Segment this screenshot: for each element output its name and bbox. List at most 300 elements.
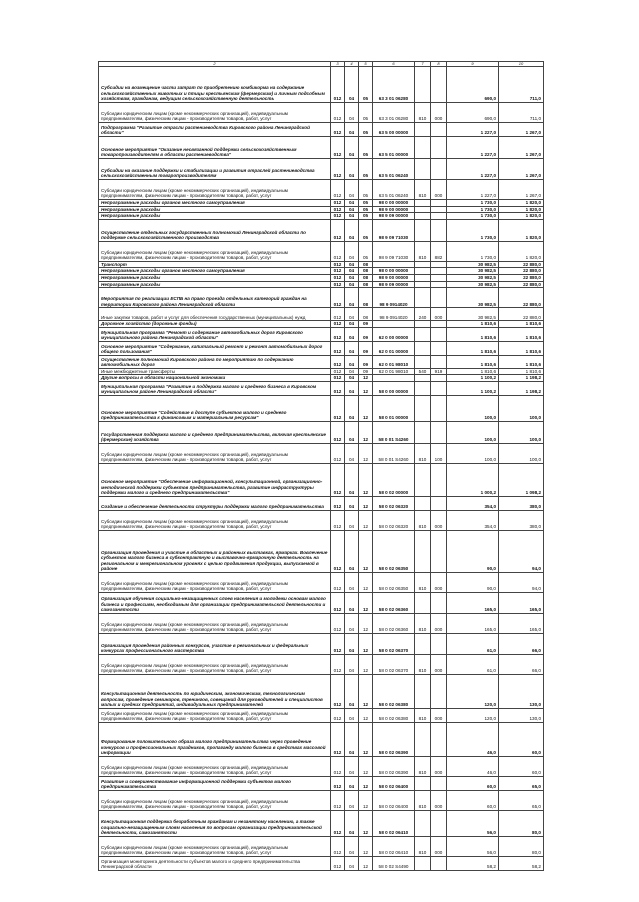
table-row <box>99 496 544 510</box>
row-ecs-code-cell: 000 <box>431 790 447 810</box>
row-subsection-cell: 05 <box>359 200 373 207</box>
row-expense-type-cell <box>415 123 431 137</box>
table-row <box>99 123 544 137</box>
row-amount-year2-cell: 1 820,0 <box>499 200 544 207</box>
row-amount-year2-cell: 65,0 <box>499 790 544 810</box>
row-ministry-code-cell: 012 <box>331 654 345 674</box>
row-section-cell: 04 <box>345 321 359 328</box>
row-section-cell: 04 <box>345 375 359 382</box>
row-expense-type-cell <box>415 274 431 281</box>
table-row <box>99 613 544 633</box>
row-amount-year1-cell: 1 000,2 <box>447 463 499 496</box>
row-section-cell: 04 <box>345 67 359 103</box>
row-section-cell: 04 <box>345 572 359 592</box>
row-target-article-cell: 98 0 00 00000 <box>373 200 415 207</box>
row-target-article-cell <box>373 375 415 382</box>
row-amount-year2-cell: 80,0 <box>499 836 544 856</box>
row-ministry-code-cell: 012 <box>331 137 345 159</box>
row-section-cell: 04 <box>345 355 359 368</box>
row-subsection-cell: 12 <box>359 463 373 496</box>
row-ecs-code-cell: 000 <box>431 708 447 722</box>
row-ministry-code-cell: 012 <box>331 463 345 496</box>
row-amount-year1-cell: 1 730,0 <box>447 219 499 241</box>
row-expense-type-cell: 540 <box>415 368 431 375</box>
row-ministry-code-cell: 012 <box>331 206 345 213</box>
row-subsection-cell: 05 <box>359 180 373 200</box>
row-amount-year2-cell: 100,0 <box>499 395 544 421</box>
row-amount-year1-cell: 56,0 <box>447 836 499 856</box>
row-section-cell: 04 <box>345 776 359 790</box>
row-amount-year2-cell: 100,0 <box>499 421 544 443</box>
row-expense-type-cell <box>415 674 431 708</box>
row-section-cell: 04 <box>345 159 359 180</box>
row-name-cell: Создание и обеспечение деятельности структуры поддержки малого предпринимательства <box>99 496 331 510</box>
row-name-cell: Организация обучения социально-незащищенных слоев населения и молодежи основам малого бизнеса и профессиям, необходимым для организации предпринимательской деятельности и самозанятости <box>99 592 331 613</box>
row-amount-year2-cell: 1 820,0 <box>499 206 544 213</box>
row-expense-type-cell: 810 <box>415 510 431 530</box>
row-subsection-cell: 05 <box>359 241 373 261</box>
row-subsection-cell: 12 <box>359 613 373 633</box>
row-name-cell: Консультационная деятельность по юридическим, экономическим, технологическим вопросам, проведение семинаров, тренингов, совещаний для руководителей и специалистов малых и средних предприятий, индивидуальных предпринимателей <box>99 674 331 708</box>
row-section-cell: 04 <box>345 180 359 200</box>
row-amount-year2-cell: 1 820,0 <box>499 241 544 261</box>
row-target-article-cell: 58 0 02 S4490 <box>373 856 415 870</box>
row-section-cell: 04 <box>345 836 359 856</box>
row-amount-year2-cell: 1 198,2 <box>499 381 544 395</box>
row-amount-year2-cell: 65,0 <box>499 776 544 790</box>
row-expense-type-cell <box>415 268 431 275</box>
row-section-cell: 04 <box>345 213 359 220</box>
row-section-cell: 04 <box>345 123 359 137</box>
row-ecs-code-cell <box>431 674 447 708</box>
row-section-cell: 04 <box>345 856 359 870</box>
row-section-cell: 04 <box>345 341 359 355</box>
row-amount-year2-cell: 711,0 <box>499 67 544 103</box>
row-name-cell: Подпрограмма "Развитие отрасли растениеводства Кировского района Ленинградской области" <box>99 123 331 137</box>
row-amount-year1-cell: 60,0 <box>447 790 499 810</box>
row-section-cell: 04 <box>345 274 359 281</box>
row-ministry-code-cell: 012 <box>331 281 345 288</box>
row-amount-year1-cell: 100,0 <box>447 395 499 421</box>
row-subsection-cell: 05 <box>359 137 373 159</box>
row-ecs-code-cell: 882 <box>431 241 447 261</box>
row-ecs-code-cell <box>431 375 447 382</box>
row-subsection-cell: 12 <box>359 633 373 654</box>
row-amount-year1-cell: 120,0 <box>447 674 499 708</box>
row-name-cell: Организация проведения районных конкурсов, участие в региональных и федеральных конкурсах профессионального мастерства <box>99 633 331 654</box>
row-target-article-cell: 58 0 02 06410 <box>373 836 415 856</box>
row-target-article-cell: 98 9 00 00000 <box>373 206 415 213</box>
row-amount-year1-cell: 100,0 <box>447 421 499 443</box>
row-name-cell: Субсидии юридическим лицам (кроме некоммерческих организаций), индивидуальным предпринимателям, физическим лицам - производителям товаров, работ, услуг <box>99 443 331 463</box>
table-row <box>99 368 544 375</box>
row-target-article-cell: 58 0 02 06380 <box>373 674 415 708</box>
row-expense-type-cell: 810 <box>415 836 431 856</box>
row-expense-type-cell: 810 <box>415 613 431 633</box>
row-name-cell: Иные межбюджетные трансферты <box>99 368 331 375</box>
row-name-cell: Субсидии юридическим лицам (кроме некоммерческих организаций), индивидуальным предпринимателям, физическим лицам - производителям товаров, работ, услуг <box>99 790 331 810</box>
row-section-cell: 04 <box>345 261 359 268</box>
row-expense-type-cell <box>415 261 431 268</box>
row-section-cell: 04 <box>345 592 359 613</box>
header-cell: 4 <box>345 62 359 67</box>
row-expense-type-cell: 240 <box>415 308 431 321</box>
row-ecs-code-cell <box>431 381 447 395</box>
row-ecs-code-cell <box>431 200 447 207</box>
row-target-article-cell: 98 9 00 00000 <box>373 274 415 281</box>
row-ecs-code-cell <box>431 395 447 421</box>
row-amount-year1-cell: 61,0 <box>447 654 499 674</box>
row-name-cell: Субсидии на возмещение части затрат по приобретению комбикорма на содержание сельскохозяйственных животных и птицы крестьянским (фермерским) и личным подсобным хозяйствам, гражданам, ведущим сельскохозяйственную деятельность <box>99 67 331 103</box>
row-amount-year2-cell: 22 880,0 <box>499 281 544 288</box>
row-ministry-code-cell: 012 <box>331 836 345 856</box>
row-expense-type-cell <box>415 592 431 613</box>
row-amount-year2-cell: 66,0 <box>499 654 544 674</box>
row-target-article-cell: 63 5 01 06240 <box>373 159 415 180</box>
row-amount-year1-cell: 30 982,5 <box>447 308 499 321</box>
row-amount-year2-cell: 22 880,0 <box>499 288 544 308</box>
row-subsection-cell: 08 <box>359 281 373 288</box>
row-amount-year2-cell: 165,0 <box>499 592 544 613</box>
row-amount-year1-cell: 165,0 <box>447 592 499 613</box>
row-expense-type-cell <box>415 633 431 654</box>
row-section-cell: 04 <box>345 219 359 241</box>
row-amount-year2-cell: 22 880,0 <box>499 268 544 275</box>
table-row <box>99 572 544 592</box>
row-expense-type-cell: 810 <box>415 241 431 261</box>
row-amount-year2-cell: 94,0 <box>499 572 544 592</box>
row-amount-year2-cell: 22 880,0 <box>499 274 544 281</box>
row-target-article-cell: 62 0 00 00000 <box>373 327 415 341</box>
row-ecs-code-cell <box>431 463 447 496</box>
row-ministry-code-cell: 012 <box>331 355 345 368</box>
table-row <box>99 708 544 722</box>
table-row <box>99 241 544 261</box>
row-ecs-code-cell <box>431 722 447 756</box>
row-amount-year2-cell: 130,0 <box>499 708 544 722</box>
row-ministry-code-cell: 012 <box>331 268 345 275</box>
row-amount-year1-cell: 1 810,6 <box>447 355 499 368</box>
row-target-article-cell: 58 0 02 06370 <box>373 633 415 654</box>
row-amount-year2-cell: 58,2 <box>499 856 544 870</box>
row-subsection-cell: 12 <box>359 790 373 810</box>
row-ministry-code-cell: 012 <box>331 810 345 836</box>
row-target-article-cell: 58 0 02 06320 <box>373 496 415 510</box>
row-ministry-code-cell: 012 <box>331 790 345 810</box>
row-amount-year2-cell: 22 880,0 <box>499 308 544 321</box>
row-section-cell: 04 <box>345 103 359 123</box>
row-ministry-code-cell: 012 <box>331 159 345 180</box>
row-target-article-cell: 63 5 00 00000 <box>373 123 415 137</box>
row-ecs-code-cell <box>431 288 447 308</box>
row-name-cell: Субсидии юридическим лицам (кроме некоммерческих организаций), индивидуальным предпринимателям, физическим лицам - производителям товаров, работ, услуг <box>99 613 331 633</box>
table-row <box>99 375 544 382</box>
row-name-cell: Непрограммные расходы органов местного самоуправления <box>99 200 331 207</box>
row-ecs-code-cell <box>431 274 447 281</box>
row-target-article-cell: 58 0 01 00000 <box>373 395 415 421</box>
row-section-cell: 04 <box>345 510 359 530</box>
row-ecs-code-cell: 000 <box>431 308 447 321</box>
row-target-article-cell: 58 0 02 06360 <box>373 592 415 613</box>
row-amount-year2-cell: 1 810,6 <box>499 341 544 355</box>
row-name-cell: Непрограммные расходы органов местного самоуправления <box>99 268 331 275</box>
row-subsection-cell: 12 <box>359 530 373 572</box>
table-row <box>99 137 544 159</box>
row-name-cell: Основное мероприятие "Содержание, капитальный ремонт и ремонт автомобильных дорог общего пользования" <box>99 341 331 355</box>
row-ministry-code-cell: 012 <box>331 572 345 592</box>
row-amount-year1-cell: 90,0 <box>447 530 499 572</box>
row-amount-year2-cell: 100,0 <box>499 443 544 463</box>
row-ecs-code-cell <box>431 856 447 870</box>
row-ecs-code-cell <box>431 327 447 341</box>
table-row <box>99 421 544 443</box>
row-amount-year1-cell: 46,0 <box>447 722 499 756</box>
row-target-article-cell: 63 3 01 06280 <box>373 67 415 103</box>
row-subsection-cell: 08 <box>359 308 373 321</box>
table-row <box>99 288 544 308</box>
table-row <box>99 592 544 613</box>
row-target-article-cell: 62 0 01 98010 <box>373 368 415 375</box>
row-subsection-cell: 12 <box>359 443 373 463</box>
row-name-cell: Непрограммные расходы <box>99 274 331 281</box>
row-expense-type-cell: 810 <box>415 654 431 674</box>
table-row <box>99 341 544 355</box>
row-amount-year2-cell: 94,0 <box>499 530 544 572</box>
row-expense-type-cell <box>415 159 431 180</box>
row-expense-type-cell <box>415 213 431 220</box>
row-section-cell: 04 <box>345 708 359 722</box>
table-row <box>99 180 544 200</box>
row-name-cell: Субсидии юридическим лицам (кроме некоммерческих организаций), индивидуальным предпринимателям, физическим лицам - производителям товаров, работ, услуг <box>99 654 331 674</box>
row-subsection-cell: 12 <box>359 421 373 443</box>
table-row <box>99 219 544 241</box>
table-row <box>99 67 544 103</box>
row-subsection-cell: 12 <box>359 708 373 722</box>
row-amount-year2-cell: 1 267,0 <box>499 159 544 180</box>
row-amount-year2-cell: 1 267,0 <box>499 180 544 200</box>
row-subsection-cell: 12 <box>359 381 373 395</box>
row-amount-year2-cell: 380,0 <box>499 510 544 530</box>
row-expense-type-cell: 810 <box>415 103 431 123</box>
row-subsection-cell: 08 <box>359 288 373 308</box>
row-subsection-cell: 05 <box>359 67 373 103</box>
header-cell: 8 <box>431 62 447 67</box>
row-ministry-code-cell: 012 <box>331 274 345 281</box>
row-expense-type-cell <box>415 327 431 341</box>
row-name-cell: Субсидии юридическим лицам (кроме некоммерческих организаций), индивидуальным предпринимателям, физическим лицам - производителям товаров, работ, услуг <box>99 572 331 592</box>
header-cell: 5 <box>359 62 373 67</box>
row-expense-type-cell <box>415 219 431 241</box>
row-ecs-code-cell <box>431 137 447 159</box>
row-name-cell: Непрограммные расходы <box>99 206 331 213</box>
row-section-cell: 04 <box>345 613 359 633</box>
row-amount-year1-cell: 30 982,5 <box>447 281 499 288</box>
table-row <box>99 213 544 220</box>
row-name-cell: Мероприятия по реализации ЕСПБ на право проезда отдельных категорий граждан на территории Кировского района Ленинградской области <box>99 288 331 308</box>
row-amount-year1-cell: 30 982,5 <box>447 261 499 268</box>
row-ecs-code-cell: 000 <box>431 180 447 200</box>
row-target-article-cell: 58 0 02 06320 <box>373 510 415 530</box>
row-amount-year2-cell: 1 810,6 <box>499 355 544 368</box>
table-row <box>99 530 544 572</box>
table-row <box>99 463 544 496</box>
row-subsection-cell: 05 <box>359 219 373 241</box>
budget-document-page <box>98 61 543 870</box>
row-expense-type-cell <box>415 530 431 572</box>
row-name-cell: Муниципальная программа "Ремонт и содержание автомобильных дорог Кировского муниципального района Ленинградской области" <box>99 327 331 341</box>
row-expense-type-cell <box>415 496 431 510</box>
row-target-article-cell: 58 0 02 00000 <box>373 463 415 496</box>
row-amount-year2-cell: 1 810,6 <box>499 327 544 341</box>
row-ministry-code-cell: 012 <box>331 510 345 530</box>
budget-table-body <box>99 62 544 871</box>
table-row <box>99 103 544 123</box>
row-target-article-cell: 98 9 0914020 <box>373 288 415 308</box>
row-target-article-cell: 58 0 01 S4260 <box>373 443 415 463</box>
row-ministry-code-cell: 012 <box>331 592 345 613</box>
row-ecs-code-cell <box>431 261 447 268</box>
row-target-article-cell: 62 0 01 98010 <box>373 355 415 368</box>
row-ministry-code-cell: 012 <box>331 123 345 137</box>
row-subsection-cell: 05 <box>359 159 373 180</box>
row-subsection-cell: 12 <box>359 510 373 530</box>
row-ministry-code-cell: 012 <box>331 776 345 790</box>
row-target-article-cell: 62 0 01 00000 <box>373 341 415 355</box>
row-ministry-code-cell: 012 <box>331 421 345 443</box>
row-amount-year1-cell: 46,0 <box>447 756 499 776</box>
row-ecs-code-cell <box>431 592 447 613</box>
row-ministry-code-cell: 012 <box>331 341 345 355</box>
row-target-article-cell: 58 0 02 06380 <box>373 708 415 722</box>
row-ecs-code-cell <box>431 321 447 328</box>
table-row <box>99 776 544 790</box>
row-name-cell: Государственная поддержка малого и среднего предпринимательства, включая крестьянские (фермерские) хозяйства <box>99 421 331 443</box>
row-section-cell: 04 <box>345 443 359 463</box>
row-ministry-code-cell: 012 <box>331 180 345 200</box>
row-ecs-code-cell <box>431 421 447 443</box>
row-section-cell: 04 <box>345 756 359 776</box>
row-amount-year1-cell: 58,2 <box>447 856 499 870</box>
row-amount-year1-cell: 165,0 <box>447 613 499 633</box>
row-ecs-code-cell <box>431 810 447 836</box>
row-ecs-code-cell <box>431 159 447 180</box>
row-name-cell: Формирование положительного образа малого предпринимательства через проведение конкурсов и профессиональных праздников, пропаганду малого бизнеса в средствах массовой информации <box>99 722 331 756</box>
row-expense-type-cell: 810 <box>415 572 431 592</box>
row-ministry-code-cell: 012 <box>331 756 345 776</box>
row-ministry-code-cell: 012 <box>331 368 345 375</box>
row-subsection-cell: 12 <box>359 810 373 836</box>
row-subsection-cell: 12 <box>359 722 373 756</box>
row-subsection-cell: 08 <box>359 268 373 275</box>
row-expense-type-cell <box>415 421 431 443</box>
row-ecs-code-cell: 000 <box>431 836 447 856</box>
table-row <box>99 443 544 463</box>
row-section-cell: 04 <box>345 200 359 207</box>
table-row <box>99 261 544 268</box>
table-row <box>99 836 544 856</box>
table-row <box>99 654 544 674</box>
row-ecs-code-cell <box>431 213 447 220</box>
row-section-cell: 04 <box>345 654 359 674</box>
row-section-cell: 04 <box>345 421 359 443</box>
row-subsection-cell: 12 <box>359 756 373 776</box>
row-name-cell: Непрограммные расходы <box>99 281 331 288</box>
row-ministry-code-cell: 012 <box>331 395 345 421</box>
row-amount-year1-cell: 30 982,5 <box>447 288 499 308</box>
row-name-cell: Транспорт <box>99 261 331 268</box>
row-amount-year1-cell: 1 730,0 <box>447 241 499 261</box>
row-name-cell: Основное мероприятие "Обеспечение информационной, консультационной, организационно-методической поддержки субъектов предпринимательства, развитие инфраструктуры поддержки малого и среднего предпринимательства" <box>99 463 331 496</box>
row-target-article-cell: 98 9 0914020 <box>373 308 415 321</box>
row-subsection-cell: 05 <box>359 123 373 137</box>
row-amount-year2-cell: 80,0 <box>499 810 544 836</box>
row-expense-type-cell <box>415 776 431 790</box>
table-row <box>99 200 544 207</box>
table-row <box>99 281 544 288</box>
row-expense-type-cell: 810 <box>415 443 431 463</box>
row-amount-year2-cell: 60,0 <box>499 756 544 776</box>
row-name-cell: Муниципальная программа "Развитие и поддержка малого и среднего бизнеса в Кировском муниципальном районе Ленинградской области" <box>99 381 331 395</box>
row-expense-type-cell: 810 <box>415 790 431 810</box>
row-target-article-cell: 58 0 02 06350 <box>373 572 415 592</box>
row-ecs-code-cell: 000 <box>431 510 447 530</box>
table-row <box>99 321 544 328</box>
row-amount-year1-cell: 61,0 <box>447 633 499 654</box>
row-ecs-code-cell <box>431 268 447 275</box>
row-expense-type-cell <box>415 381 431 395</box>
table-row <box>99 274 544 281</box>
row-section-cell: 04 <box>345 206 359 213</box>
row-name-cell: Субсидии юридическим лицам (кроме некоммерческих организаций), индивидуальным предпринимателям, физическим лицам - производителям товаров, работ, услуг <box>99 836 331 856</box>
row-target-article-cell: 98 9 09 00000 <box>373 213 415 220</box>
row-ministry-code-cell: 012 <box>331 288 345 308</box>
row-amount-year1-cell: 30 982,5 <box>447 274 499 281</box>
row-amount-year1-cell: 1 730,0 <box>447 200 499 207</box>
row-amount-year2-cell: 1 198,2 <box>499 375 544 382</box>
row-expense-type-cell <box>415 722 431 756</box>
row-target-article-cell <box>373 321 415 328</box>
row-ecs-code-cell <box>431 355 447 368</box>
row-subsection-cell: 09 <box>359 327 373 341</box>
row-name-cell: Субсидии юридическим лицам (кроме некоммерческих организаций), индивидуальным предпринимателям, физическим лицам - производителям товаров, работ, услуг <box>99 708 331 722</box>
row-section-cell: 04 <box>345 530 359 572</box>
row-amount-year1-cell: 1 810,6 <box>447 321 499 328</box>
row-section-cell: 04 <box>345 327 359 341</box>
row-amount-year1-cell: 1 810,6 <box>447 327 499 341</box>
row-target-article-cell: 98 9 09 71030 <box>373 241 415 261</box>
row-name-cell: Организация проведения и участие в областных и районных выставках, ярмарках. Вовлечение субъектов малого бизнеса в субконтрактную и выставочно-ярмарочную деятельность на региональном и межрегиональном уровнях с целью продвижения продукции, выпускаемой в районе <box>99 530 331 572</box>
row-target-article-cell <box>373 261 415 268</box>
row-ministry-code-cell: 012 <box>331 633 345 654</box>
row-ministry-code-cell: 012 <box>331 213 345 220</box>
header-cell: 3 <box>331 62 345 67</box>
row-ministry-code-cell: 012 <box>331 613 345 633</box>
row-ministry-code-cell: 012 <box>331 496 345 510</box>
row-amount-year1-cell: 1 100,2 <box>447 375 499 382</box>
row-amount-year2-cell: 1 820,0 <box>499 213 544 220</box>
row-expense-type-cell <box>415 281 431 288</box>
row-expense-type-cell <box>415 67 431 103</box>
row-name-cell: Субсидии юридическим лицам (кроме некоммерческих организаций), индивидуальным предпринимателям, физическим лицам - производителям товаров, работ, услуг <box>99 756 331 776</box>
row-subsection-cell: 12 <box>359 836 373 856</box>
row-subsection-cell: 09 <box>359 355 373 368</box>
row-target-article-cell: 98 9 09 71030 <box>373 219 415 241</box>
row-ecs-code-cell: 000 <box>431 613 447 633</box>
row-expense-type-cell: 810 <box>415 756 431 776</box>
row-amount-year1-cell: 690,0 <box>447 103 499 123</box>
row-ecs-code-cell: 100 <box>431 443 447 463</box>
row-amount-year1-cell: 60,0 <box>447 776 499 790</box>
